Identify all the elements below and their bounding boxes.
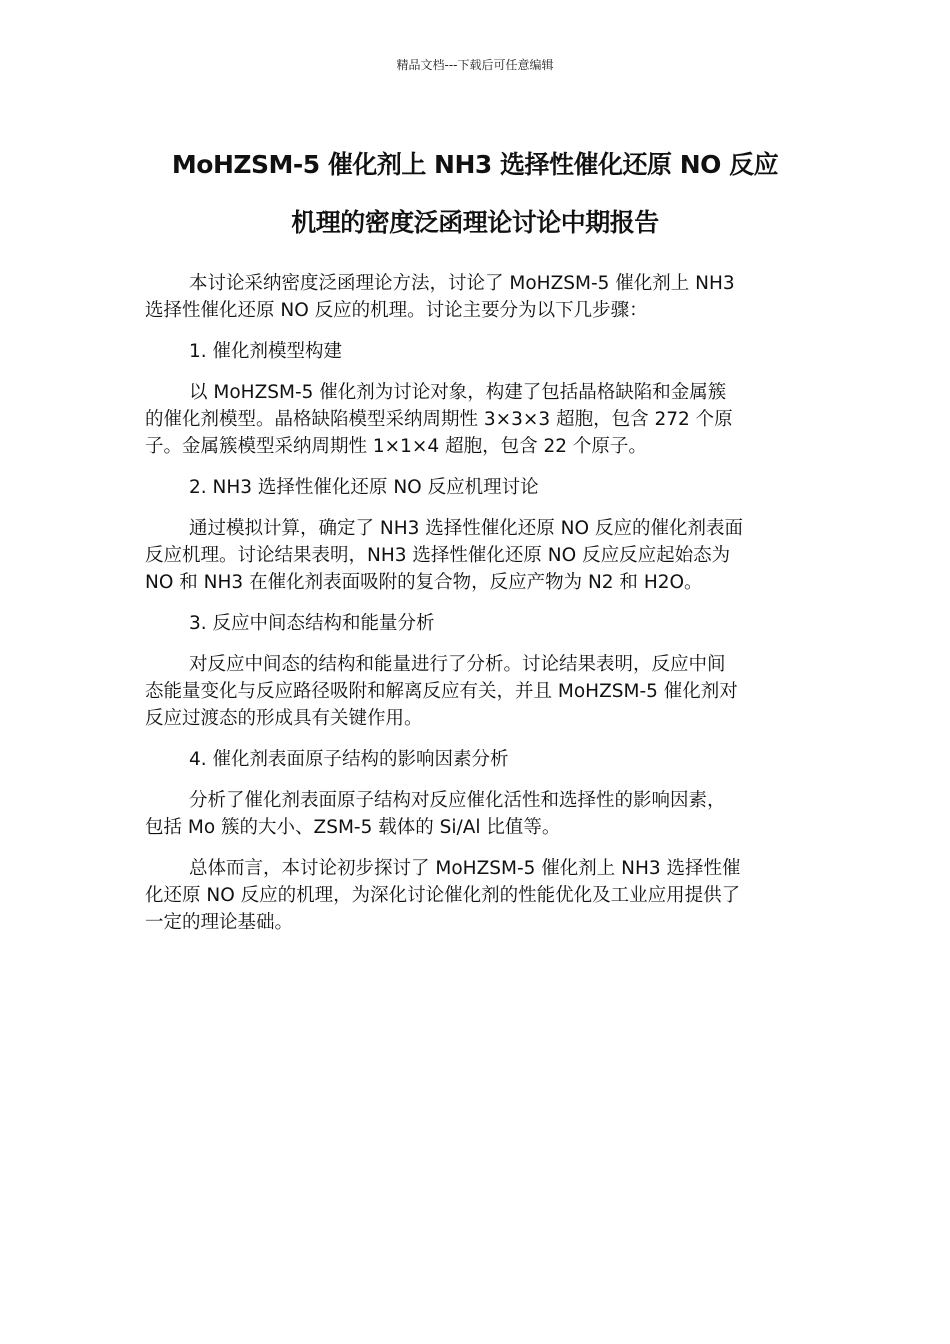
section-3-paragraph xyxy=(145,651,810,732)
text-line: 通过模拟计算，确定了 NH3 选择性催化还原 NO 反应的催化剂表面 xyxy=(189,518,743,539)
text-line: 反应过渡态的形成具有关键作用。 xyxy=(145,708,423,729)
text-line: NO 和 NH3 在催化剂表面吸附的复合物，反应产物为 N2 和 H2O。 xyxy=(145,572,703,593)
section-4-paragraph xyxy=(145,787,810,841)
title-line-2: 机理的密度泛函理论讨论中期报告 xyxy=(291,208,659,237)
text-line: 包括 Mo 簇的大小、ZSM-5 载体的 Si/Al 比值等。 xyxy=(145,817,561,838)
title-line-1: MoHZSM-5 催化剂上 NH3 选择性催化还原 NO 反应 xyxy=(171,150,779,179)
section-1-paragraph xyxy=(145,379,810,460)
section-2-paragraph xyxy=(145,515,810,596)
text-line: 本讨论采纳密度泛函理论方法，讨论了 MoHZSM-5 催化剂上 NH3 xyxy=(189,273,735,294)
section-heading-3: 3. 反应中间态结构和能量分析 xyxy=(189,613,435,634)
document-title xyxy=(120,136,830,252)
text-line: 态能量变化与反应路径吸附和解离反应有关，并且 MoHZSM-5 催化剂对 xyxy=(145,681,738,702)
text-line: 化还原 NO 反应的机理，为深化讨论催化剂的性能优化及工业应用提供了 xyxy=(145,885,741,906)
text-line: 一定的理论基础。 xyxy=(145,912,294,933)
header-note: 精品文档---下载后可任意编辑 xyxy=(396,58,554,72)
section-heading-1: 1. 催化剂模型构建 xyxy=(189,341,343,362)
text-line: 选择性催化还原 NO 反应的机理。讨论主要分为以下几步骤： xyxy=(145,300,648,321)
text-line: 反应机理。讨论结果表明，NH3 选择性催化还原 NO 反应反应起始态为 xyxy=(145,545,731,566)
text-line: 对反应中间态的结构和能量进行了分析。讨论结果表明，反应中间 xyxy=(189,654,726,675)
intro-paragraph xyxy=(145,270,810,324)
section-heading-2: 2. NH3 选择性催化还原 NO 反应机理讨论 xyxy=(189,477,539,498)
text-line: 子。金属簇模型采纳周期性 1×1×4 超胞，包含 22 个原子。 xyxy=(145,436,647,457)
section-heading-4: 4. 催化剂表面原子结构的影响因素分析 xyxy=(189,749,509,770)
conclusion-paragraph xyxy=(145,855,810,936)
text-line: 分析了催化剂表面原子结构对反应催化活性和选择性的影响因素， xyxy=(189,790,726,811)
text-line: 总体而言，本讨论初步探讨了 MoHZSM-5 催化剂上 NH3 选择性催 xyxy=(189,858,741,879)
text-line: 以 MoHZSM-5 催化剂为讨论对象，构建了包括晶格缺陷和金属簇 xyxy=(189,382,727,403)
text-line: 的催化剂模型。晶格缺陷模型采纳周期性 3×3×3 超胞，包含 272 个原 xyxy=(145,409,733,430)
document-body xyxy=(145,270,810,950)
